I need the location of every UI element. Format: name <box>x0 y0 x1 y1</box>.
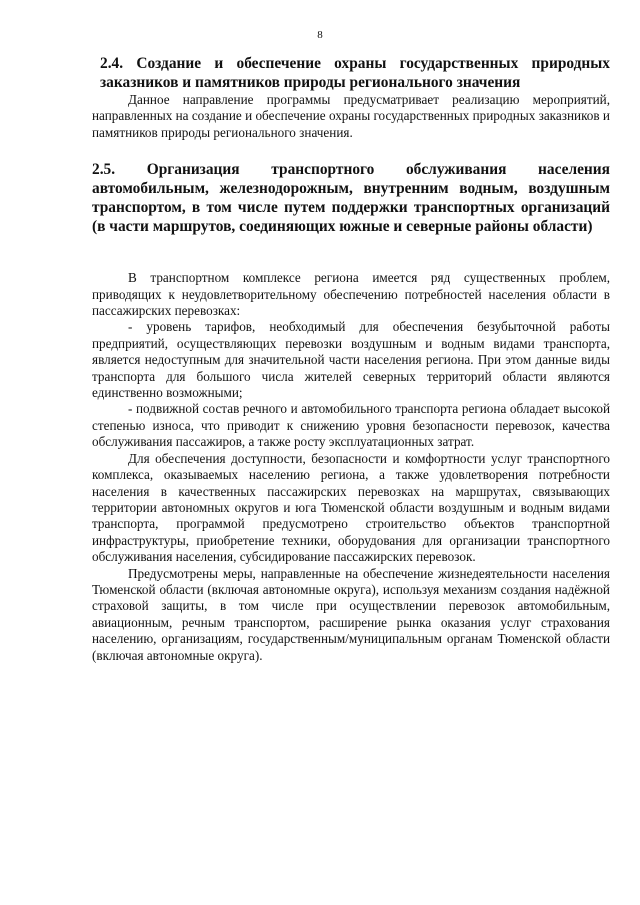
section-heading: 2.5. Организация транспортного обслуживания населения автомобильным, железнодорожным, внутренним водным, воздушным транспортом, в том числе путем поддержки транспортных организаций (в части маршрутов, соединяющих южные и северные районы области) <box>92 161 610 236</box>
paragraph: Данное направление программы предусматривает реализацию мероприятий, направленных на создание и обеспечение охраны государственных природных заказников и памятников природы регионального значения. <box>92 92 610 140</box>
paragraph: Предусмотрены меры, направленные на обеспечение жизнедеятельности населения Тюменской области (включая автономные округа), используя механизм создания надёжной страховой защиты, в том числе при осуществлении перевозок автомобильным, авиационным, речным транспортом, расширение рынка оказания услуг страхования населению, организациям, государственным/муниципальным органам Тюменской области (включая автономные округа). <box>92 565 610 663</box>
list-item: - уровень тарифов, необходимый для обеспечения безубыточной работы предприятий, осуществляющих перевозки воздушным и водным видами транспорта, является недоступным для значительной части населения региона. При этом данные виды транспорта для большого числа жителей северных территорий области являются единственно возможными; <box>92 319 610 401</box>
paragraph: Для обеспечения доступности, безопасности и комфортности услуг транспортного комплекса, оказываемых населению региона, а также удовлетворения потребности населения в качественных пассажирских перевозках на маршрутах, связывающих территории автономных округов и юга Тюменской области воздушным и водным видами транспорта, программой предусмотрено строительство объектов транспортной инфраструктуры, приобретение техники, оборудования для организации транспортного обслуживания населения, субсидирование пассажирских перевозок. <box>92 450 610 565</box>
section-body <box>92 270 610 664</box>
page-number: 8 <box>317 29 323 41</box>
section-heading: 2.4. Создание и обеспечение охраны государственных природных заказников и памятников природы регионального значения <box>100 55 610 91</box>
paragraph: В транспортном комплексе региона имеется ряд существенных проблем, приводящих к неудовлетворительному обеспечению потребностей населения области в пассажирских перевозках: <box>92 270 610 319</box>
document-content <box>92 54 610 664</box>
section-2-5 <box>92 160 610 664</box>
list-item: - подвижной состав речного и автомобильного транспорта региона обладает высокой степенью износа, что приводит к снижению уровня безопасности перевозок, качества обслуживания пассажиров, а также росту эксплуатационных затрат. <box>92 401 610 450</box>
section-2-4 <box>92 54 610 141</box>
